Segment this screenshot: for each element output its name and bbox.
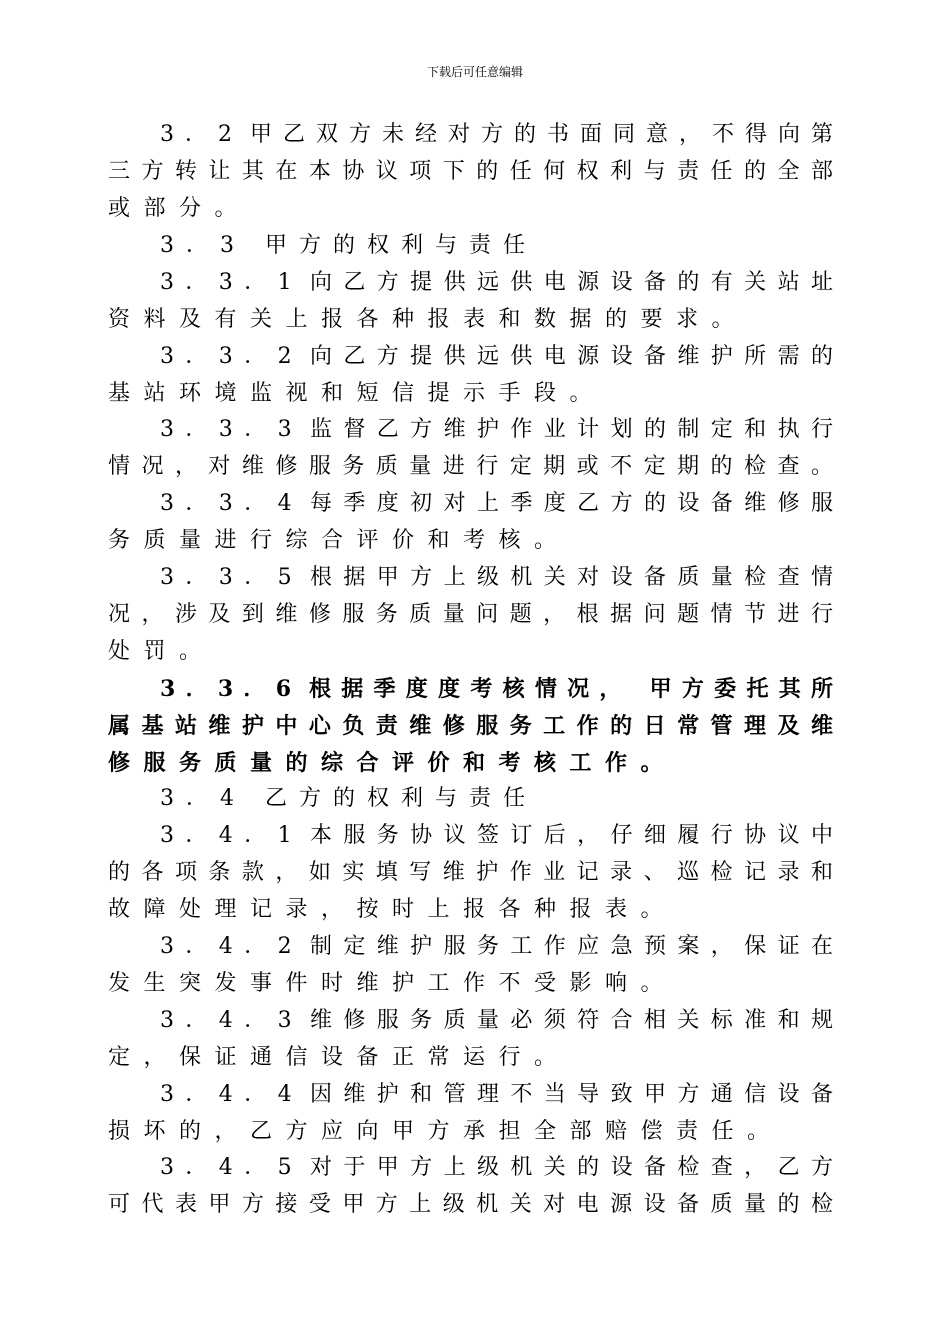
text-line: 故障处理记录，按时上报各种报表。	[108, 897, 677, 922]
text-line: 务质量进行综合评价和考核。	[108, 528, 570, 553]
text-line: 损坏的，乙方应向甲方承担全部赔偿责任。	[108, 1119, 783, 1144]
section-heading: 3．4 乙方的权利与责任	[160, 786, 537, 811]
page-header: 下载后可任意编辑	[426, 65, 523, 79]
text-line: 3．4．2 制定维护服务工作应急预案，保证在	[160, 934, 833, 959]
text-line: 资料及有关上报各种报表和数据的要求。	[108, 307, 748, 332]
text-line: 的各项条款，如实填写维护作业记录、巡检记录和	[108, 860, 833, 885]
text-line: 发生突发事件时维护工作不受影响。	[108, 971, 677, 996]
text-line: 3．3．5 根据甲方上级机关对设备质量检查情	[160, 565, 833, 590]
text-line-bold: 3．3．6 根据季度度考核情况， 甲方委托其所	[160, 676, 833, 702]
text-line-bold: 属基站维护中心负责维修服务工作的日常管理及维	[108, 713, 833, 739]
text-line: 3．3．4 每季度初对上季度乙方的设备维修服	[160, 491, 833, 516]
text-line: 3．4．4 因维护和管理不当导致甲方通信设备	[160, 1082, 833, 1107]
text-line: 三方转让其在本协议项下的任何权利与责任的全部	[108, 159, 833, 184]
section-heading: 3．3 甲方的权利与责任	[160, 233, 537, 258]
text-line: 定，保证通信设备正常运行。	[108, 1045, 570, 1070]
text-line: 3．4．1 本服务协议签订后，仔细履行协议中	[160, 823, 833, 848]
text-line: 3．2 甲乙双方未经对方的书面同意，不得向第	[160, 122, 833, 147]
text-line: 3．3．1 向乙方提供远供电源设备的有关站址	[160, 270, 833, 295]
text-line: 3．4．3 维修服务质量必须符合相关标准和规	[160, 1008, 833, 1033]
text-line: 处罚。	[108, 639, 215, 664]
text-line: 3．4．5 对于甲方上级机关的设备检查，乙方	[160, 1155, 833, 1180]
text-line: 或部分。	[108, 196, 251, 221]
text-line-bold: 修服务质量的综合评价和考核工作。	[108, 750, 677, 776]
text-line: 况，涉及到维修服务质量问题，根据问题情节进行	[108, 602, 833, 627]
text-line: 可代表甲方接受甲方上级机关对电源设备质量的检	[108, 1192, 833, 1217]
text-line: 3．3．2 向乙方提供远供电源设备维护所需的	[160, 344, 833, 369]
text-line: 3．3．3 监督乙方维护作业计划的制定和执行	[160, 417, 833, 442]
text-line: 情况，对维修服务质量进行定期或不定期的检查。	[108, 454, 833, 479]
text-line: 基站环境监视和短信提示手段。	[108, 381, 606, 406]
